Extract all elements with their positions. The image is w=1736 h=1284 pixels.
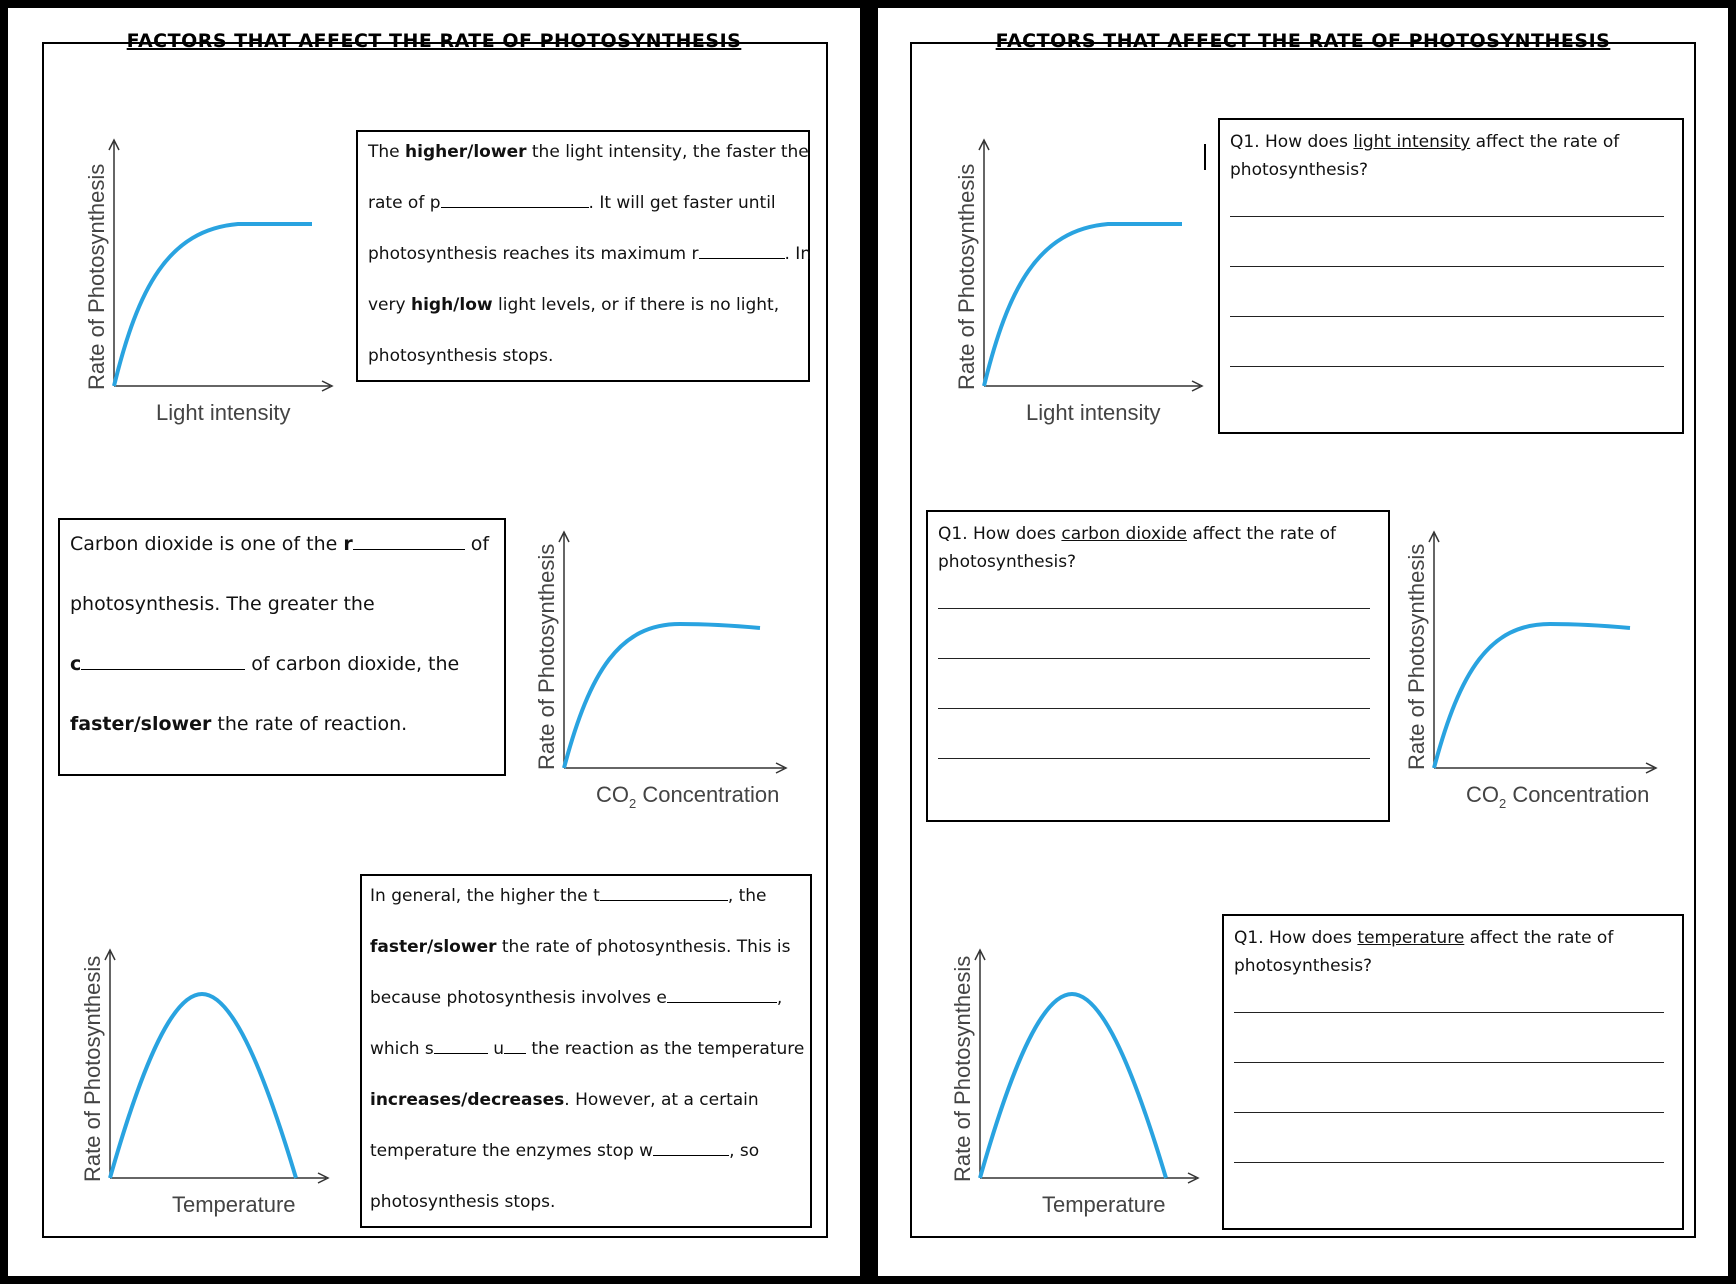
graph-axes (1429, 532, 1656, 773)
graph-axes (105, 950, 328, 1183)
answer-line[interactable] (1234, 1112, 1664, 1113)
graph-axes (559, 532, 786, 773)
x-axis-label: $CO_2$ Concentration (1466, 782, 1650, 811)
saturation-curve (984, 224, 1182, 386)
text-line: faster/slower the rate of photosynthesis. This is (370, 937, 791, 957)
choice-word: faster/slower (70, 713, 212, 735)
text-cursor (1204, 144, 1206, 170)
text-line: rate of p . It will get faster until (368, 193, 776, 213)
answer-line[interactable] (938, 708, 1370, 709)
temperature-graph (944, 928, 1234, 1228)
answer-blank[interactable] (504, 1037, 526, 1054)
light-intensity-question-box (1218, 118, 1684, 434)
answer-line[interactable] (1230, 266, 1664, 267)
y-axis-label: Rate of Photosynthesis (954, 163, 979, 390)
y-axis-label: Rate of Photosynthesis (534, 543, 559, 770)
graph-axes (109, 140, 332, 391)
worksheet-fill-in (8, 8, 860, 1276)
text-line: Carbon dioxide is one of the r of (70, 533, 490, 555)
text-line: The higher/lower the light intensity, the faster the (368, 142, 809, 162)
x-axis-label: Temperature (172, 1192, 296, 1217)
text-line: photosynthesis. The greater the (70, 593, 375, 615)
text-line: temperature the enzymes stop w , so (370, 1141, 760, 1161)
choice-word: faster/slower (370, 937, 497, 957)
text-line: In general, the higher the t , the (370, 886, 767, 906)
page-title: FACTORS THAT AFFECT THE RATE OF PHOTOSYNTHESIS (995, 30, 1611, 52)
y-axis-label: Rate of Photosynthesis (1404, 543, 1429, 770)
answer-line[interactable] (938, 608, 1370, 609)
text-line: photosynthesis stops. (368, 346, 554, 366)
text-line: photosynthesis reaches its maximum r . In (368, 244, 812, 264)
answer-line[interactable] (938, 758, 1370, 759)
answer-blank[interactable] (441, 191, 589, 208)
question-text: Q1. How does carbon dioxide affect the rate of photosynthesis? (938, 524, 1337, 572)
choice-word: increases/decreases (370, 1090, 565, 1110)
answer-line[interactable] (938, 658, 1370, 659)
y-axis-label: Rate of Photosynthesis (80, 955, 105, 1182)
answer-line[interactable] (1230, 316, 1664, 317)
saturation-curve (1434, 624, 1630, 768)
co2-concentration-graph (1398, 520, 1668, 820)
answer-line[interactable] (1234, 1162, 1664, 1163)
saturation-curve (564, 624, 760, 768)
answer-blank[interactable] (434, 1037, 488, 1054)
answer-line[interactable] (1230, 366, 1664, 367)
temperature-fill-box (360, 874, 812, 1228)
x-axis-label: $CO_2$ Concentration (596, 782, 780, 811)
blank-letter: r (343, 533, 353, 555)
x-axis-label: Light intensity (1026, 400, 1161, 425)
text-line: photosynthesis stops. (370, 1192, 556, 1212)
text-line: which s u the reaction as the temperature (370, 1039, 805, 1059)
y-axis-label: Rate of Photosynthesis (84, 163, 109, 390)
light-intensity-graph (78, 128, 348, 438)
text-line: faster/slower the rate of reaction. (70, 713, 408, 735)
co2-concentration-graph (528, 520, 798, 820)
blank-letter: c (70, 653, 82, 675)
text-line: increases/decreases. However, at a certain (370, 1090, 759, 1110)
x-axis-label: Temperature (1042, 1192, 1166, 1217)
answer-blank[interactable] (653, 1139, 729, 1156)
co2-question-box (926, 510, 1390, 822)
y-axis-label: Rate of Photosynthesis (950, 955, 975, 1182)
worksheet-questions (878, 8, 1728, 1276)
answer-line[interactable] (1234, 1012, 1664, 1013)
bell-curve (980, 994, 1166, 1178)
question-text: Q1. How does temperature affect the rate of photosynthesis? (1234, 928, 1614, 976)
answer-blank[interactable] (353, 533, 465, 550)
choice-word: higher/lower (405, 142, 527, 162)
x-axis-label: Light intensity (156, 400, 291, 425)
text-line: because photosynthesis involves e , (370, 988, 783, 1008)
graph-axes (979, 140, 1202, 391)
answer-blank[interactable] (699, 242, 785, 259)
saturation-curve (114, 224, 312, 386)
answer-blank[interactable] (667, 986, 777, 1003)
choice-word: high/low (410, 295, 493, 315)
temperature-graph (74, 928, 364, 1228)
text-line: c of carbon dioxide, the (70, 653, 460, 675)
question-text: Q1. How does light intensity affect the rate of photosynthesis? (1230, 132, 1620, 180)
text-line: very high/low light levels, or if there is no light, (368, 295, 780, 315)
answer-blank[interactable] (600, 884, 728, 901)
bell-curve (110, 994, 296, 1178)
light-intensity-fill-box (356, 130, 810, 382)
answer-line[interactable] (1234, 1062, 1664, 1063)
graph-axes (975, 950, 1198, 1183)
co2-fill-box (58, 518, 506, 776)
answer-blank[interactable] (81, 653, 245, 670)
answer-line[interactable] (1230, 216, 1664, 217)
temperature-question-box (1222, 914, 1684, 1230)
page-title: FACTORS THAT AFFECT THE RATE OF PHOTOSYNTHESIS (126, 30, 742, 52)
light-intensity-graph (948, 128, 1218, 438)
